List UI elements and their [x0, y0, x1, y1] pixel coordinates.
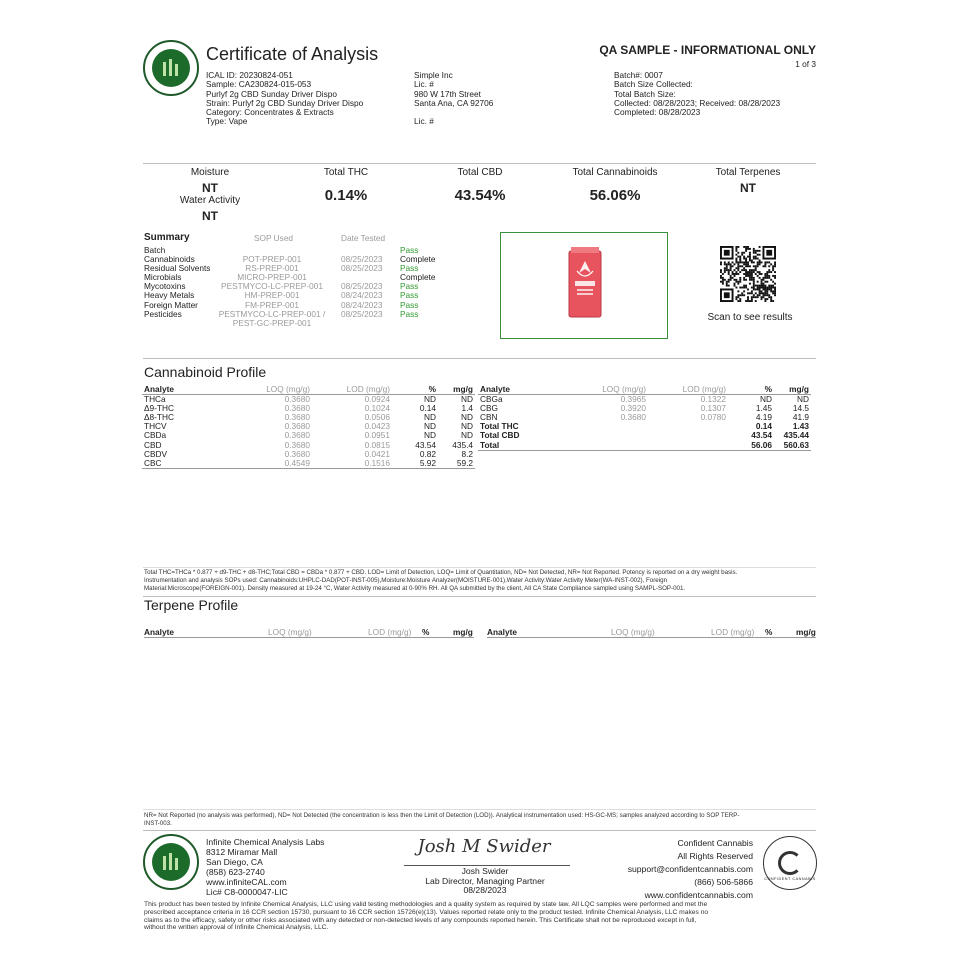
loq-cell: 0.3920 — [620, 403, 646, 414]
lab-logo-top — [143, 40, 199, 96]
analyte-cell: THCa — [144, 394, 166, 405]
lod-cell: 0.0423 — [364, 421, 390, 432]
loq-cell: 0.3965 — [620, 394, 646, 405]
summary-title: Summary — [144, 232, 190, 243]
empty-cell — [648, 441, 728, 451]
total-label: Total CBD — [480, 430, 520, 441]
total-thc-block: Total THC 0.14% — [323, 167, 369, 204]
mgg-cell: 14.5 — [792, 403, 809, 414]
analyte-cell: CBD — [144, 439, 162, 450]
mgg-cell: 560.63 — [774, 441, 811, 451]
signature-script: Josh M Swider — [417, 836, 551, 857]
sample-info: ICAL ID: 20230824-051 Sample: CA230824-015-053 Purlyf 2g CBD Sunday Driver Dispo Strain: Purlyf 2g CBD Sunday Driver Dispo Category: Concentrates & Extracts Type: Vape — [206, 70, 364, 127]
client-info: Simple Inc Lic. # 980 W 17th Street Santa Ana, CA 92706 Lic. # — [414, 70, 494, 127]
lod-cell: 0.0780 — [700, 412, 726, 423]
empty-cell — [648, 422, 728, 431]
percent-cell: 0.14 — [755, 421, 772, 432]
cannabinoid-profile-title: Cannabinoid Profile — [144, 364, 267, 380]
lab-logo-bottom — [143, 834, 199, 890]
qr-caption: Scan to see results — [707, 312, 793, 323]
analyte-cell: CBGa — [480, 394, 503, 405]
lod-cell: 0.0815 — [364, 439, 390, 450]
sop-header: SOP Used — [254, 233, 294, 243]
terpene-note: NR= Not Reported (no analysis was performed), ND= Not Detected (the concentration is less then the Limit of Detection (LOD)). Analytical instrumentation used: HS-GC-MS; samples analyzed according to SOP TERP- INST-003. — [144, 812, 740, 827]
total-cannabinoids-block: Total Cannabinoids 56.06% — [572, 167, 658, 204]
lod-cell: 0.0924 — [364, 394, 390, 405]
lod-cell: 0.1024 — [364, 403, 390, 414]
loq-cell: 0.3680 — [284, 394, 310, 405]
analyte-cell: CBDa — [144, 430, 167, 441]
qa-sample-label: QA SAMPLE - INFORMATIONAL ONLY — [599, 43, 816, 57]
summary-dates: 08/25/2023 08/25/2023 08/25/2023 08/24/2023 08/24/2023 08/25/2023 — [341, 254, 383, 319]
percent-cell: 0.82 — [419, 448, 436, 459]
mgg-cell: 1.4 — [461, 403, 473, 414]
percent-cell: 56.06 — [728, 441, 774, 451]
terpene-profile-title: Terpene Profile — [144, 597, 239, 613]
footnote: Total THC=THCa * 0.877 + d9-THC + d8-THC;Total CBD = CBDa * 0.877 + CBD. LOD= Limit of Detection, LOQ= Limit of Quantitation, ND= Not Detected, NR= Not Reported. Potency is reported on a dry weight basis. Instrumentation and analysis SOPs used: Cannabinoids:UHPLC-DAD(POT-INST-005),Moisture:Moisture Analyzer(MOISTURE-001),Water Activity:Water Activity Meter(WA-INST-002), Foreign Material:Microscope(FOREIGN-001). Density measured at 19-24 °C, Water Activity measured at 0-90% RH. All QA submitted by the client, All CA State Compliance sampled using SAMPL-SOP-001. — [144, 569, 738, 592]
loq-cell: 0.3680 — [284, 439, 310, 450]
percent-cell: ND — [424, 394, 436, 405]
page-number: 1 of 3 — [795, 59, 816, 69]
summary-sops: POT-PREP-001 RS-PREP-001 MICRO-PREP-001 PESTMYCO-LC-PREP-001 HM-PREP-001 FM-PREP-001 PESTMYCO-LC-PREP-001 / PEST-GC-PREP-001 — [218, 254, 326, 328]
summary-results: Pass Complete Pass Complete Pass Pass Pass Pass — [400, 245, 436, 319]
empty-cell — [548, 431, 648, 440]
percent-cell: 43.54 — [751, 430, 772, 441]
analyte-cell: THCV — [144, 421, 167, 432]
mgg-cell: ND — [461, 394, 473, 405]
percent-cell: 43.54 — [415, 439, 436, 450]
mgg-cell: 1.43 — [792, 421, 809, 432]
qr-code[interactable] — [720, 246, 776, 302]
total-label: Total THC — [480, 421, 519, 432]
moisture-block: Moisture NT Water Activity NT — [179, 167, 241, 223]
loq-cell: 0.3680 — [284, 430, 310, 441]
total-cbd-block: Total CBD 43.54% — [454, 167, 506, 204]
analyte-cell: Δ8-THC — [144, 412, 174, 423]
lod-cell: 0.1516 — [312, 459, 392, 469]
mgg-cell: 435.4 — [452, 439, 473, 450]
loq-cell: 0.4549 — [212, 459, 312, 469]
confident-cannabis-logo: CONFIDENT CANNABIS — [763, 836, 817, 890]
mgg-cell: ND — [461, 430, 473, 441]
batch-info: Batch#: 0007 Batch Size Collected: Total Batch Size: Collected: 08/28/2023; Received: 08/28/2023 Completed: 08/28/2023 — [614, 70, 781, 118]
loq-cell: 0.3680 — [284, 448, 310, 459]
cannabinoid-table-left: Analyte LOQ (mg/g) LOD (mg/g) % mg/g THCa 0.3680 0.0924 ND ND Δ9-THC 0.3680 0.1024 0.14 1.4 Δ8-THC 0.3680 0.0506 ND ND THCV 0.3680 0.0423 ND ND CBDa 0.3680 0.0951 ND ND CBD 0.3680 0.0815 43.54 435.4 CBDV 0.3680 0.0421 0.82 8.2 CBC 0.4549 0.1516 5.92 59.2 — [144, 384, 473, 468]
summary-names: Batch Cannabinoids Residual Solvents Microbials Mycotoxins Heavy Metals Foreign Matter Pesticides — [144, 245, 211, 319]
analyte-cell: Δ9-THC — [144, 403, 174, 414]
percent-cell: ND — [424, 421, 436, 432]
mgg-cell: 41.9 — [792, 412, 809, 423]
empty-cell — [648, 431, 728, 440]
product-image — [500, 232, 668, 339]
loq-cell: 0.3680 — [284, 412, 310, 423]
page-title: Certificate of Analysis — [206, 44, 379, 64]
total-terpenes-block: Total Terpenes NT — [715, 167, 781, 195]
percent-cell: ND — [760, 394, 772, 405]
lod-cell: 0.1307 — [700, 403, 726, 414]
total-row — [478, 441, 811, 451]
percent-cell: 5.92 — [392, 459, 438, 469]
analyte-cell: CBC — [142, 459, 212, 469]
terpene-header-left: Analyte LOQ (mg/g) LOD (mg/g) % mg/g — [144, 627, 473, 637]
percent-cell: 1.45 — [755, 403, 772, 414]
empty-cell — [548, 422, 648, 431]
lab-address: Infinite Chemical Analysis Labs 8312 Miramar Mall San Diego, CA (858) 623-2740 www.infiniteCAL.com Lic# C8-0000047-LIC — [206, 837, 325, 897]
loq-cell: 0.3680 — [620, 412, 646, 423]
total-label: Total — [478, 441, 548, 451]
percent-cell: 4.19 — [755, 412, 772, 423]
cannabinoid-table-right: Analyte LOQ (mg/g) LOD (mg/g) % mg/g CBGa 0.3965 0.1322 ND ND CBG 0.3920 0.1307 1.45 14.5 CBN 0.3680 0.0780 4.19 41.9 Total THC 0.14 1.43 Total CBD 43.54 435.44 Total 56.06 560.63 — [480, 384, 809, 450]
disclaimer: This product has been tested by Infinite Chemical Analysis, LLC using valid testing methodologies and a quality system as required by state law. All LQC samples were performed and met the prescribed acceptance criteria in 16 CCR section 15730, pursuant to 16 CCR section 15726(e)(13). Values reported relate only to the product tested. Infinite Chemical Analysis, LLC makes no claims as to the efficacy, safety or other risks associated with any detected or non-detected levels of any compounds reported herein. This Certificate shall not be reproduced except in full, without the written approval of Infinite Chemical Analysis, LLC. — [144, 901, 709, 932]
mgg-cell: ND — [461, 421, 473, 432]
mgg-cell: ND — [461, 412, 473, 423]
mgg-cell: 8.2 — [461, 448, 473, 459]
mgg-cell: 59.2 — [438, 459, 475, 469]
lod-cell: 0.1322 — [700, 394, 726, 405]
lod-cell: 0.0421 — [364, 448, 390, 459]
percent-cell: ND — [424, 430, 436, 441]
analyte-cell: CBN — [480, 412, 498, 423]
percent-cell: 0.14 — [419, 403, 436, 414]
table-row — [142, 459, 475, 469]
analyte-cell: CBG — [480, 403, 498, 414]
analyte-cell: CBDV — [144, 448, 168, 459]
loq-cell: 0.3680 — [284, 403, 310, 414]
lod-cell: 0.0951 — [364, 430, 390, 441]
signature-block: Josh Swider Lab Director, Managing Partner 08/28/2023 — [425, 866, 545, 896]
confident-info: Confident Cannabis All Rights Reserved support@confidentcannabis.com (866) 506-5866 www.confidentcannabis.com — [627, 838, 753, 900]
terpene-header-right: Analyte LOQ (mg/g) LOD (mg/g) % mg/g — [487, 627, 816, 637]
empty-cell — [548, 441, 648, 451]
lod-cell: 0.0506 — [364, 412, 390, 423]
percent-cell: ND — [424, 412, 436, 423]
mgg-cell: 435.44 — [783, 430, 809, 441]
mgg-cell: ND — [797, 394, 809, 405]
date-header: Date Tested — [341, 233, 386, 243]
loq-cell: 0.3680 — [284, 421, 310, 432]
